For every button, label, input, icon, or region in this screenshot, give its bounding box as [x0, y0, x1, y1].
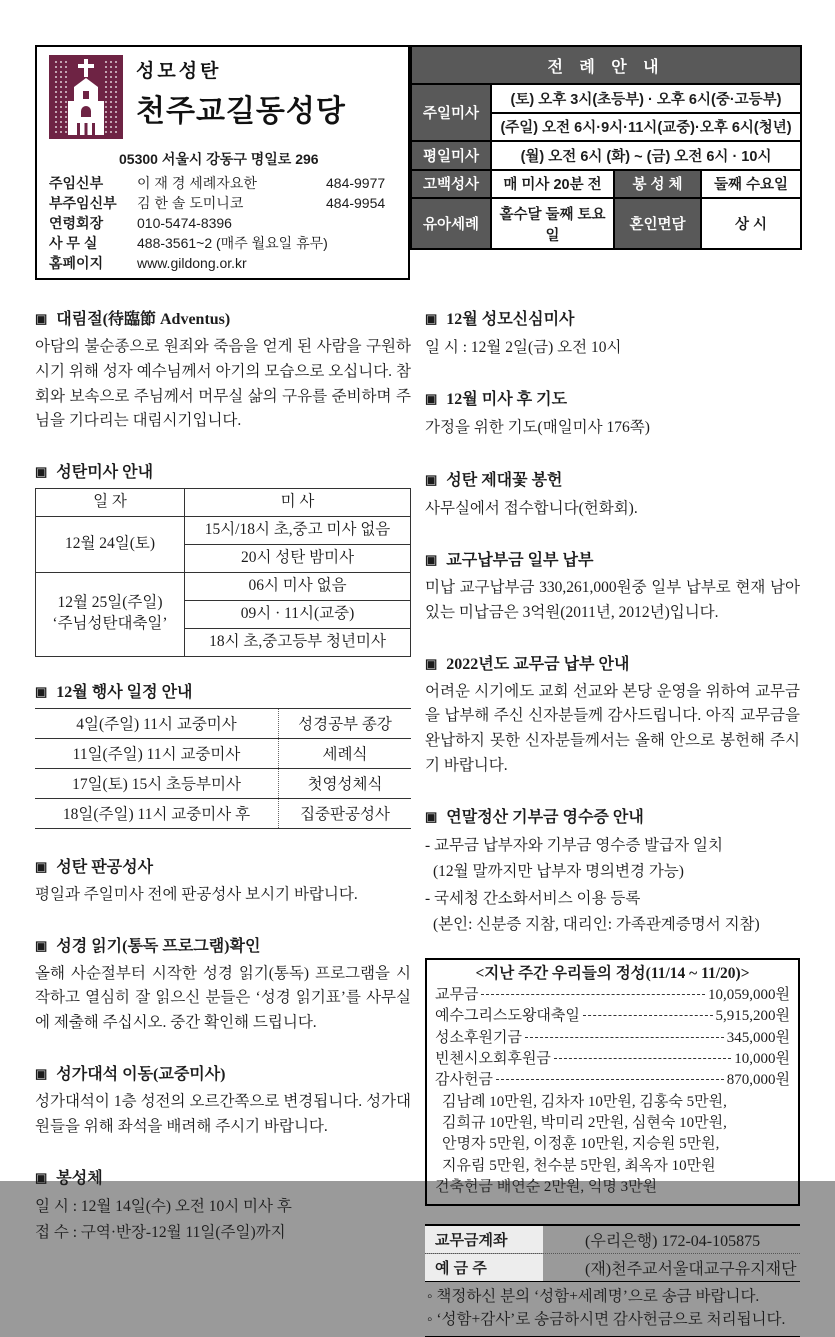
dash-leader: [496, 1079, 724, 1080]
contact-value: 김 한 솔 도미니코: [137, 195, 244, 211]
contact-row: [49, 213, 398, 233]
receipt-line: (12월 말까지만 납부자 명의변경 가능): [433, 863, 684, 881]
offering-item: [435, 1049, 790, 1070]
section-marker-icon: ▣: [35, 858, 48, 874]
receipt-line: - 교무금 납부자와 기부금 영수증 발급자 일치: [425, 836, 723, 854]
offering-label: 성소후원기금: [435, 1029, 522, 1046]
xmas-date-24: 12월 24일(토): [36, 517, 185, 573]
section-title: [35, 933, 411, 956]
section-choir-seats: [35, 1061, 411, 1140]
account-number-value: (우리은행) 172-04-105875: [585, 1233, 761, 1251]
contact-value: 488-3561~2 (매주 월요일 휴무): [137, 235, 328, 251]
account-note: ◦ 책정하신 분의 ‘성함+세례명’으로 송금 바랍니다.: [427, 1288, 760, 1306]
contact-value: 이 재 경 세례자요한: [137, 175, 257, 191]
section-marker-icon: ▣: [35, 464, 48, 480]
liturgy-confession-label: 고백성사: [411, 170, 491, 199]
liturgy-sunday-saturday: (토) 오후 3시(초등부) · 오후 6시(중·고등부): [491, 84, 801, 113]
church-subtitle: 성모성탄: [136, 61, 222, 82]
contact-phone: 484-9977: [326, 175, 386, 191]
december-events-table: [35, 708, 411, 829]
section-title: [425, 804, 800, 827]
offering-amount: 5,915,200원: [715, 1008, 790, 1025]
section-marker-icon: ▣: [35, 311, 48, 326]
left-column: [35, 306, 411, 1337]
contact-row: [49, 173, 398, 193]
liturgy-marriage-value: 상 시: [701, 198, 801, 249]
offering-item: [435, 1028, 790, 1049]
section-advent: [35, 306, 411, 434]
offerings-title: <지난 주간 우리들의 정성(11/14 ~ 11/20)>: [475, 965, 750, 983]
xmas-col-header-date: 일 자: [36, 489, 185, 517]
liturgy-baptism-value: 홀수달 둘째 토요일: [491, 198, 614, 249]
section-bible-reading: [35, 933, 411, 1036]
section-marker-icon: ▣: [425, 471, 438, 487]
contact-label: 홈페이지: [49, 255, 104, 271]
communion-visit-register: 접 수 : 구역·반장-12월 11일(주일)까지: [35, 1223, 286, 1241]
liturgy-sunday-sunday: (주일) 오전 6시·9시·11시(교중)·오후 6시(청년): [491, 113, 801, 142]
dash-leader: [583, 1015, 713, 1016]
section-title-text: 12월 행사 일정 안내: [56, 683, 193, 701]
section-marian-mass: [425, 306, 800, 361]
section-marker-icon: ▣: [425, 552, 438, 568]
table-row: [35, 768, 411, 798]
offering-label: 예수그리스도왕대축일: [435, 1008, 580, 1025]
section-marker-icon: ▣: [35, 1169, 48, 1185]
section-marker-icon: ▣: [425, 391, 438, 407]
event-what: 첫영성체식: [279, 768, 412, 798]
communion-visit-when: 일 시 : 12월 14일(수) 오전 10시 미사 후: [35, 1197, 292, 1215]
account-row: [425, 1226, 800, 1254]
section-title: [425, 467, 800, 490]
section-title: [425, 386, 800, 409]
section-title-text: 성탄 판공성사: [56, 858, 154, 876]
contact-label: 연령회장: [49, 215, 104, 231]
liturgy-confession-value: 매 미사 20분 전: [491, 170, 614, 199]
xmas-mass-cell: 20시 성탄 밤미사: [185, 545, 411, 573]
account-notes: [425, 1282, 800, 1337]
contact-phone: [328, 233, 400, 253]
event-what: 세례식: [279, 738, 412, 768]
section-body: 일 시 : 12월 2일(금) 오전 10시: [425, 339, 622, 356]
section-communion-visit: [35, 1165, 411, 1247]
church-identity-box: [35, 45, 410, 280]
offering-amount: 870,000원: [726, 1072, 790, 1089]
receipt-line: (본인: 신분증 지참, 대리인: 가족관계증명서 지참): [433, 915, 760, 933]
account-row: [425, 1254, 800, 1282]
section-body: 평일과 주일미사 전에 판공성사 보시기 바랍니다.: [35, 885, 358, 903]
page-header: [35, 45, 800, 280]
table-row: [35, 708, 411, 738]
church-logo-icon: [49, 55, 123, 144]
section-december-events: [35, 679, 411, 829]
event-when: 4일(주일) 11시 교중미사: [35, 708, 279, 738]
account-number-label: 교무금계좌: [425, 1226, 543, 1253]
offering-amount: 10,059,000원: [708, 987, 790, 1004]
xmas-date-25: [36, 572, 185, 656]
xmas-date-25-line1: 12월 25일(주일): [57, 594, 163, 612]
offering-item: [435, 985, 790, 1006]
donor-line: 건축헌금 배연순 2만원, 익명 3만원: [435, 1178, 658, 1195]
section-marker-icon: ▣: [35, 683, 48, 699]
dash-leader: [481, 994, 705, 995]
christmas-mass-table: [35, 488, 411, 657]
event-when: 17일(토) 15시 초등부미사: [35, 768, 279, 798]
dash-leader: [525, 1037, 724, 1038]
church-names: [136, 55, 346, 130]
section-title-text: 봉성체: [56, 1169, 103, 1187]
event-when: 18일(주일) 11시 교중미사 후: [35, 798, 279, 828]
section-title-text: 성가대석 이동(교중미사): [56, 1065, 226, 1083]
section-marker-icon: ▣: [425, 655, 438, 671]
section-title-text: 성탄 제대꽃 봉헌: [446, 471, 563, 489]
offering-item: [435, 1006, 790, 1027]
section-title-text: 성탄미사 안내: [56, 464, 154, 482]
section-body: 사무실에서 접수합니다(헌화회).: [425, 499, 638, 517]
church-name: 천주교길동성당: [136, 95, 346, 128]
section-title: [35, 1061, 411, 1084]
xmas-mass-cell: 18시 초,중고등부 청년미사: [185, 628, 411, 656]
section-receipt-guide: [425, 804, 800, 938]
event-when: 11일(주일) 11시 교중미사: [35, 738, 279, 768]
liturgy-table-title: 전 례 안 내: [411, 46, 801, 84]
section-altar-flowers: [425, 467, 800, 522]
section-title: [425, 547, 800, 570]
section-body: 성가대석이 1층 성전의 오르간쪽으로 변경됩니다. 성가대원들을 위해 좌석을 배려해 주시기 바랍니다.: [35, 1092, 411, 1135]
section-title-text: 12월 성모신심미사: [446, 311, 575, 328]
liturgy-communion-value: 둘째 수요일: [701, 170, 801, 199]
section-title-text: 성경 읽기(통독 프로그램)확인: [56, 937, 261, 955]
event-what: 집중판공성사: [279, 798, 412, 828]
section-title-text: 교구납부금 일부 납부: [446, 552, 594, 570]
xmas-mass-cell: 15시/18시 초,중고 미사 없음: [185, 517, 411, 545]
section-title: [35, 679, 411, 702]
contact-row: [49, 253, 398, 273]
account-note: ◦ ‘성함+감사’로 송금하시면 감사헌금으로 처리됩니다.: [427, 1311, 786, 1329]
section-title-text: 대림절(待臨節 Adventus): [56, 311, 231, 328]
offering-item: [435, 1070, 790, 1091]
section-confession: [35, 854, 411, 908]
section-christmas-mass: [35, 459, 411, 657]
section-title: [35, 459, 411, 482]
contact-phone: [326, 213, 398, 233]
contact-label: 주임신부: [49, 175, 104, 191]
church-identity-top: [49, 55, 398, 144]
section-title-text: 연말정산 기부금 영수증 안내: [446, 808, 644, 826]
section-body: 가정을 위한 기도(매일미사 176쪽): [425, 419, 650, 437]
section-title: [425, 306, 800, 329]
section-title: [35, 1165, 411, 1188]
section-marker-icon: ▣: [425, 311, 438, 326]
offering-amount: 345,000원: [726, 1029, 790, 1046]
donor-line: 지유림 5만원, 천수분 5만원, 최옥자 10만원: [442, 1157, 716, 1174]
section-title-text: 12월 미사 후 기도: [446, 391, 568, 409]
contact-row: [49, 193, 398, 213]
right-column: [425, 306, 800, 1337]
offering-label: 감사헌금: [435, 1072, 493, 1089]
offering-amount: 10,000원: [734, 1051, 790, 1068]
contact-phone: 484-9954: [326, 195, 386, 211]
section-title: [425, 651, 800, 674]
contact-label: 부주임신부: [49, 195, 117, 211]
section-title: [35, 306, 411, 329]
section-diocese-payment: [425, 547, 800, 626]
section-body: 미납 교구납부금 330,261,000원중 일부 납부로 현재 남아있는 미납금은 3억원(2011년, 2012년)입니다.: [425, 579, 800, 621]
liturgy-weekday-value: (월) 오전 6시 (화) ~ (금) 오전 6시 · 10시: [491, 141, 801, 170]
liturgy-communion-label: 봉 성 체: [614, 170, 701, 199]
liturgy-baptism-label: 유아세례: [411, 198, 491, 249]
section-marker-icon: ▣: [35, 937, 48, 953]
contact-row: [49, 233, 398, 253]
contact-phone: [326, 253, 398, 273]
donor-line: 김희규 10만원, 박미리 2만원, 심현숙 10만원,: [442, 1114, 727, 1131]
liturgy-sunday-label: 주일미사: [411, 84, 491, 141]
offering-label: 빈첸시오회후원금: [435, 1051, 551, 1068]
donor-line: 안명자 5만원, 이정훈 10만원, 지승원 5만원,: [442, 1136, 720, 1153]
section-marker-icon: ▣: [425, 808, 438, 824]
section-tithe-2022: [425, 651, 800, 779]
liturgy-weekday-label: 평일미사: [411, 141, 491, 170]
table-row: [35, 798, 411, 828]
xmas-col-header-mass: 미 사: [185, 489, 411, 517]
liturgy-marriage-label: 혼인면담: [614, 198, 701, 249]
weekly-offerings-box: [425, 958, 800, 1206]
table-row: [35, 738, 411, 768]
xmas-date-25-line2: ‘주님성탄대축일’: [52, 615, 168, 633]
contact-value website-url: www.gildong.or.kr: [137, 255, 247, 271]
dash-leader: [554, 1058, 731, 1059]
section-title: [35, 854, 411, 877]
church-address: 05300 서울시 강동구 명일로 296: [119, 151, 319, 167]
event-what: 성경공부 종강: [279, 708, 412, 738]
account-holder-value: (재)천주교서울대교구유지재단: [585, 1261, 797, 1279]
liturgy-guide-table: [410, 45, 802, 250]
contact-label: 사 무 실: [49, 235, 98, 251]
account-holder-label: 예 금 주: [425, 1254, 543, 1281]
xmas-mass-cell: 09시 · 11시(교중): [185, 600, 411, 628]
receipt-line: - 국세청 간소화서비스 이용 등록: [425, 889, 641, 907]
xmas-mass-cell: 06시 미사 없음: [185, 572, 411, 600]
donor-line: 김남례 10만원, 김차자 10만원, 김홍숙 5만원,: [442, 1093, 727, 1110]
contact-value: 010-5474-8396: [137, 215, 232, 231]
section-title-text: 2022년도 교무금 납부 안내: [446, 655, 630, 673]
section-after-mass-prayer: [425, 386, 800, 441]
section-body: 어려운 시기에도 교회 선교와 본당 운영을 위하여 교무금을 납부해 주신 신자분들께 감사드립니다. 아직 교무금을 완납하지 못한 신자분들께서는 올해 안으로 봉헌해 주시기 바랍니다.: [425, 682, 800, 775]
section-marker-icon: ▣: [35, 1065, 48, 1081]
offering-label: 교무금: [435, 987, 479, 1004]
tithe-account-block: [425, 1224, 800, 1337]
section-body: 아담의 불순종으로 원죄와 죽음을 얻게 된 사람을 구원하시기 위해 성자 예수님께서 아기의 모습으로 오십니다. 참회와 보속으로 주님께서 머무실 삶의 구유를 준비하며 주님을 기다리는 대림시기입니다.: [35, 338, 411, 430]
section-body: 올해 사순절부터 시작한 성경 읽기(통독) 프로그램을 시작하고 열심히 잘 읽으신 분들은 ‘성경 읽기표’를 사무실에 제출해 주십시오. 중간 확인해 드립니다.: [35, 964, 411, 1032]
